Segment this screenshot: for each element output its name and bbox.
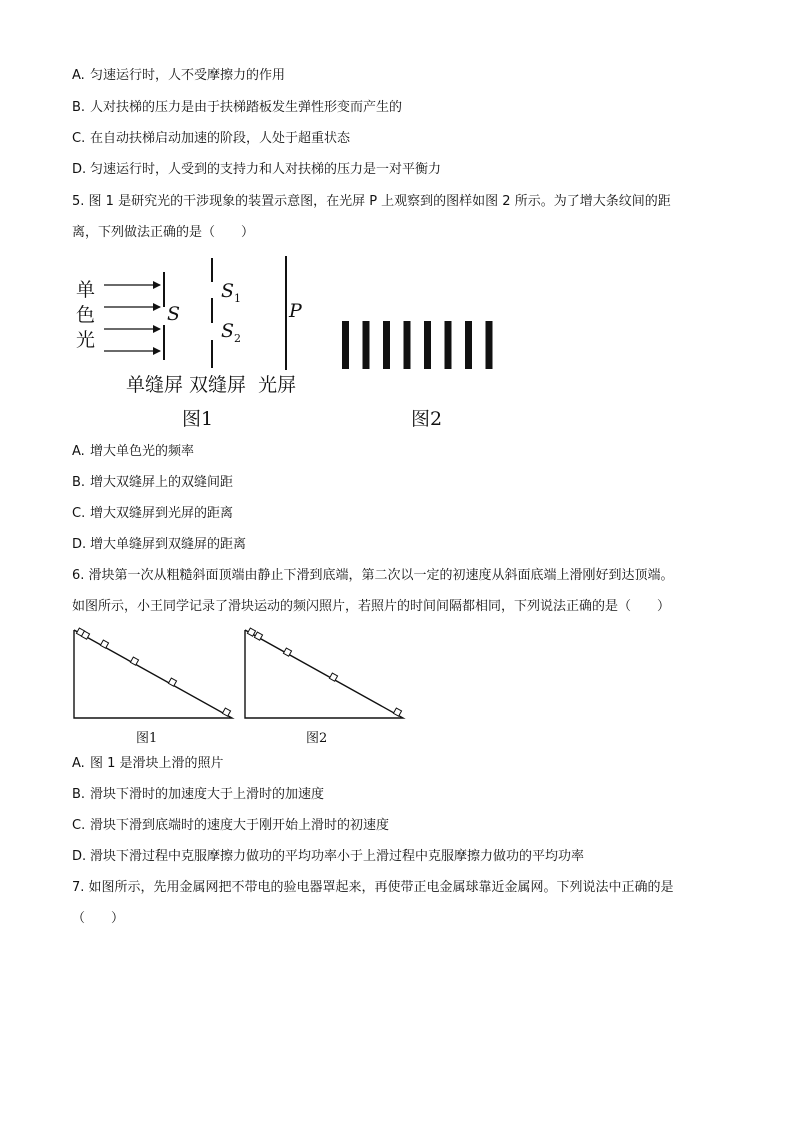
q5-option-d: D. 增大单缝屏到双缝屏的距离 xyxy=(72,537,247,552)
q5-stem-line2: 离，下列做法正确的是（ ） xyxy=(72,225,255,240)
light-label-char-3: 光 xyxy=(76,329,96,351)
q5-figure1-caption: 图1 xyxy=(182,408,214,430)
q4-option-b: B. 人对扶梯的压力是由于扶梯踏板发生弹性形变而产生的 xyxy=(72,100,403,115)
incline-2-block-5 xyxy=(393,708,401,716)
q7-stem-line2: （ ） xyxy=(72,911,125,926)
incline-2 xyxy=(245,630,403,718)
q5-stem-line1: 5. 图 1 是研究光的干涉现象的装置示意图，在光屏 P 上观察到的图样如图 2 所示。为了增大条纹间的距 xyxy=(72,194,671,209)
slit-s1-label: $S_1$ xyxy=(221,280,242,305)
q7-stem-line1: 7. 如图所示，先用金属网把不带电的验电器罩起来，再使带正电金属球靠近金属网。下列说法中正确的是 xyxy=(72,880,674,895)
q4-option-a: A. 匀速运行时，人不受摩擦力的作用 xyxy=(72,68,286,83)
q6-stem-line1: 6. 滑块第一次从粗糙斜面顶端由静止下滑到底端，第二次以一定的初速度从斜面底端上滑刚好到达顶端。 xyxy=(72,568,674,583)
screens-caption: 单缝屏 双缝屏 光屏 xyxy=(126,374,297,396)
incline-1-block-3 xyxy=(100,640,108,648)
light-label-char-1: 单 xyxy=(76,279,96,301)
q6-option-b: B. 滑块下滑时的加速度大于上滑时的加速度 xyxy=(72,787,325,802)
incline-1-block-5 xyxy=(168,678,176,686)
incline-1-block-4 xyxy=(130,657,138,665)
q4-option-d: D. 匀速运行时，人受到的支持力和人对扶梯的压力是一对平衡力 xyxy=(72,162,442,177)
light-label-char-2: 色 xyxy=(76,304,96,326)
q6-figure2-caption: 图2 xyxy=(306,731,328,746)
q4-option-c: C. 在自动扶梯启动加速的阶段，人处于超重状态 xyxy=(72,131,351,146)
q5-option-b: B. 增大双缝屏上的双缝间距 xyxy=(72,475,234,490)
q6-figure1-caption: 图1 xyxy=(136,731,158,746)
incline-1-block-6 xyxy=(222,708,230,716)
q6-option-d: D. 滑块下滑过程中克服摩擦力做功的平均功率小于上滑过程中克服摩擦力做功的平均功率 xyxy=(72,849,585,864)
slit-s2-label: $S_2$ xyxy=(221,320,242,345)
q6-stem-line2: 如图所示，小王同学记录了滑块运动的频闪照片，若照片的时间间隔都相同，下列说法正确的是（ ） xyxy=(72,599,671,614)
q6-option-c: C. 滑块下滑到底端时的速度大于刚开始上滑时的初速度 xyxy=(72,818,390,833)
q5-option-c: C. 增大双缝屏到光屏的距离 xyxy=(72,506,234,521)
incline-1 xyxy=(74,630,232,718)
q6-option-a: A. 图 1 是滑块上滑的照片 xyxy=(72,756,224,771)
screen-p-label: P xyxy=(289,300,302,322)
q5-option-a: A. 增大单色光的频率 xyxy=(72,444,195,459)
q5-figure2-caption: 图2 xyxy=(411,408,443,430)
slit-s-label: S xyxy=(167,303,181,325)
incline-2-block-4 xyxy=(329,673,337,681)
